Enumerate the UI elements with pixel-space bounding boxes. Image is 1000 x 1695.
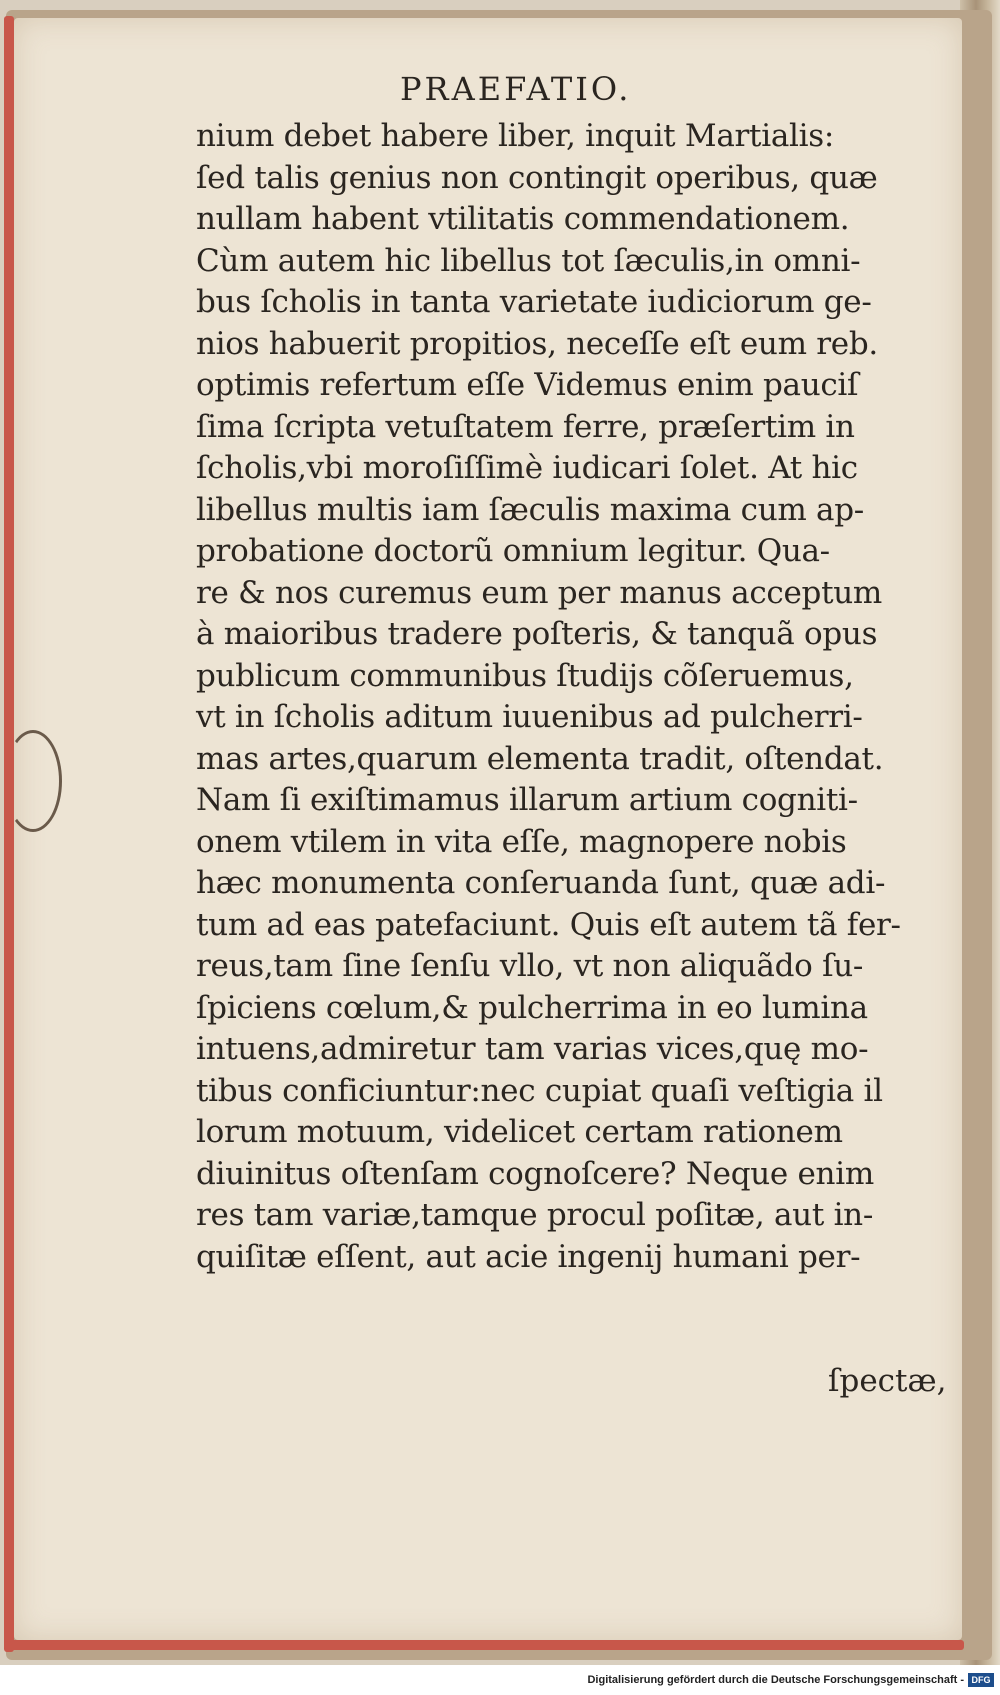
text-line: bus ſcholis in tanta varietate iudiciorum ge- (196, 284, 872, 320)
text-line: probatione doctorũ omnium legitur. Qua- (196, 533, 830, 569)
text-line: ſima ſcripta vetuſtatem ferre, præſertim in (196, 408, 855, 445)
text-line: lorum motuum, videlicet certam rationem (196, 1114, 843, 1150)
text-line: hæc monumenta conſeruanda ſunt, quæ adi- (196, 865, 886, 901)
text-line: ſcholis,vbi moroſiſſimè iudicari ſolet. At hic (196, 450, 858, 486)
text-line: mas artes,quarum elementa tradit, oſtendat. (196, 740, 884, 777)
text-line: onem vtilem in vita eſſe, magnopere nobis (196, 823, 847, 860)
text-line: reus,tam ſine ſenſu vllo, vt non aliquãdo ſu- (196, 948, 864, 984)
funding-credit: Digitalisierung gefördert durch die Deutsche Forschungsgemeinschaft - (587, 1674, 964, 1686)
binding-clasp (4, 730, 62, 832)
text-line: nullam habent vtilitatis commendationem. (196, 201, 850, 237)
text-line: intuens,admiretur tam varias vices,quę mo- (196, 1031, 869, 1067)
text-line: re & nos curemus eum per manus acceptum (196, 574, 882, 611)
text-line: nios habuerit propitios, neceſſe eſt eum reb. (196, 325, 878, 362)
text-line: optimis refertum eſſe Videmus enim pauciſ (196, 367, 859, 403)
red-page-edge-bottom (4, 1640, 964, 1650)
text-line: publicum communibus ſtudijs cõſeruemus, (196, 657, 854, 694)
text-line: tibus conficiuntur:nec cupiat quaſi veſtigia il (196, 1072, 883, 1109)
text-line: tum ad eas patefaciunt. Quis eſt autem tã fer- (196, 906, 901, 943)
dfg-logo: DFG (968, 1673, 994, 1687)
text-line: vt in ſcholis aditum iuuenibus ad pulcherri- (196, 699, 863, 735)
body-text (196, 116, 926, 1278)
text-line: Nam ſi exiſtimamus illarum artium cogniti- (196, 782, 858, 818)
red-page-edge-left (4, 16, 14, 1652)
footer-bar (0, 1670, 1000, 1695)
text-line: Cùm autem hic libellus tot ſæculis,in omni- (196, 242, 861, 279)
text-line: diuinitus oſtenſam cognoſcere? Neque enim (196, 1155, 874, 1192)
text-line: quiſitæ eſſent, aut acie ingenij humani per- (196, 1238, 861, 1275)
text-line: libellus multis iam ſæculis maxima cum ap- (196, 491, 864, 528)
text-line: res tam variæ,tamque procul poſitæ, aut in- (196, 1197, 874, 1233)
running-head: PRAEFATIO. (400, 70, 632, 108)
catchword: ſpectæ, (828, 1363, 947, 1399)
text-line: nium debet habere liber, inquit Martialis: (196, 118, 834, 154)
text-line: à maioribus tradere poſteris, & tanquã opus (196, 616, 878, 652)
text-line: ſpiciens cœlum,& pulcherrima in eo lumina (196, 989, 868, 1026)
text-line: ſed talis genius non contingit operibus, quæ (196, 159, 878, 196)
